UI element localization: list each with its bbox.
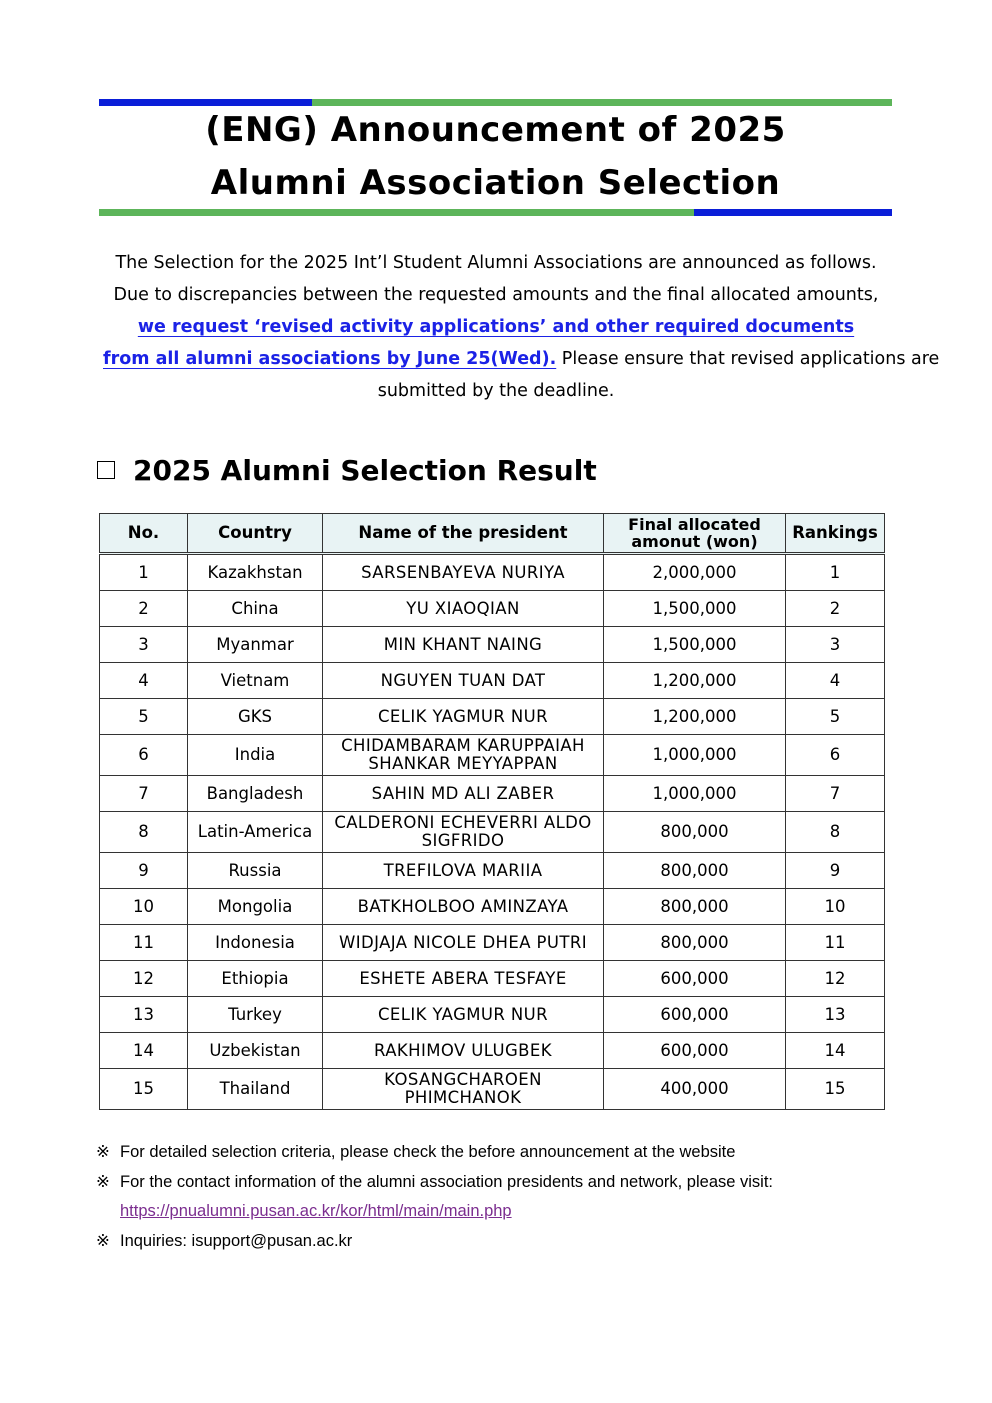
table-row — [100, 776, 885, 812]
cell-country: Thailand — [188, 1069, 323, 1110]
cell-amount: 600,000 — [604, 961, 786, 997]
cell-country: China — [188, 591, 323, 627]
cell-president: TREFILOVA MARIIA — [323, 853, 604, 889]
reference-mark: ※ — [96, 1231, 110, 1250]
cell-president: CELIK YAGMUR NUR — [323, 699, 604, 735]
header-no: No. — [100, 514, 188, 554]
reference-mark: ※ — [96, 1172, 110, 1191]
cell-no: 15 — [100, 1069, 188, 1110]
cell-president: RAKHIMOV ULUGBEK — [323, 1033, 604, 1069]
header-amount-line2: amonut (won) — [631, 532, 758, 551]
cell-no: 13 — [100, 997, 188, 1033]
cell-country: Kazakhstan — [188, 554, 323, 591]
cell-president: KOSANGCHAROEN PHIMCHANOK — [323, 1069, 604, 1110]
cell-no: 8 — [100, 812, 188, 853]
cell-president: CHIDAMBARAM KARUPPAIAH SHANKAR MEYYAPPAN — [323, 735, 604, 776]
cell-rank: 14 — [786, 1033, 885, 1069]
cell-no: 5 — [100, 699, 188, 735]
cell-amount: 1,500,000 — [604, 627, 786, 663]
cell-president: CALDERONI ECHEVERRI ALDO SIGFRIDO — [323, 812, 604, 853]
table-row — [100, 997, 885, 1033]
intro-line-1: The Selection for the 2025 Int’l Student Alumni Associations are announced as follows. — [115, 253, 877, 273]
cell-president: SARSENBAYEVA NURIYA — [323, 554, 604, 591]
cell-rank: 10 — [786, 889, 885, 925]
note-criteria-text: For detailed selection criteria, please check the before announcement at the website — [120, 1143, 736, 1161]
intro-highlight-1: we request ‘revised activity applications’ and other required documents — [137, 317, 855, 337]
header-amount — [604, 514, 786, 554]
cell-president: YU XIAOQIAN — [323, 591, 604, 627]
reference-mark: ※ — [96, 1143, 110, 1161]
cell-no: 3 — [100, 627, 188, 663]
cell-no: 14 — [100, 1033, 188, 1069]
section-heading — [97, 450, 597, 490]
alumni-website-link[interactable]: https://pnualumni.pusan.ac.kr/kor/html/main/main.php — [120, 1202, 512, 1220]
cell-no: 4 — [100, 663, 188, 699]
cell-amount: 800,000 — [604, 853, 786, 889]
cell-country: Ethiopia — [188, 961, 323, 997]
cell-country: Russia — [188, 853, 323, 889]
cell-rank: 11 — [786, 925, 885, 961]
cell-rank: 8 — [786, 812, 885, 853]
checkbox-icon — [97, 461, 115, 479]
cell-amount: 1,200,000 — [604, 663, 786, 699]
cell-no: 9 — [100, 853, 188, 889]
cell-country: Bangladesh — [188, 776, 323, 812]
cell-no: 6 — [100, 735, 188, 776]
cell-rank: 12 — [786, 961, 885, 997]
cell-rank: 3 — [786, 627, 885, 663]
table-row — [100, 812, 885, 853]
cell-president: MIN KHANT NAING — [323, 627, 604, 663]
cell-amount: 400,000 — [604, 1069, 786, 1110]
page-title-line1: (ENG) Announcement of 2025 — [205, 110, 786, 150]
cell-no: 7 — [100, 776, 188, 812]
cell-no: 2 — [100, 591, 188, 627]
cell-rank: 6 — [786, 735, 885, 776]
table-row — [100, 554, 885, 591]
header-rankings: Rankings — [786, 514, 885, 554]
intro-line-2: Due to discrepancies between the requested amounts and the final allocated amounts, — [113, 285, 879, 305]
top-divider — [99, 99, 892, 106]
table-row — [100, 591, 885, 627]
bottom-divider — [99, 209, 892, 216]
cell-amount: 800,000 — [604, 925, 786, 961]
table-row — [100, 1069, 885, 1110]
cell-rank: 1 — [786, 554, 885, 591]
cell-amount: 1,000,000 — [604, 735, 786, 776]
cell-amount: 600,000 — [604, 997, 786, 1033]
cell-rank: 5 — [786, 699, 885, 735]
cell-country: Vietnam — [188, 663, 323, 699]
cell-no: 10 — [100, 889, 188, 925]
cell-amount: 2,000,000 — [604, 554, 786, 591]
note-criteria — [96, 1138, 896, 1168]
cell-no: 1 — [100, 554, 188, 591]
intro-line-5: submitted by the deadline. — [377, 381, 615, 401]
cell-country: India — [188, 735, 323, 776]
cell-rank: 4 — [786, 663, 885, 699]
footnotes — [96, 1138, 896, 1256]
intro-highlight-2: from all alumni associations by June 25(Wed). — [103, 349, 557, 369]
cell-president: CELIK YAGMUR NUR — [323, 997, 604, 1033]
cell-country: Uzbekistan — [188, 1033, 323, 1069]
table-row — [100, 925, 885, 961]
cell-rank: 2 — [786, 591, 885, 627]
cell-president: WIDJAJA NICOLE DHEA PUTRI — [323, 925, 604, 961]
note-inquiries-text: Inquiries: isupport@pusan.ac.kr — [120, 1231, 353, 1250]
table-row — [100, 699, 885, 735]
header-country: Country — [188, 514, 323, 554]
header-amount-line1: Final allocated — [628, 515, 761, 534]
note-url — [96, 1197, 896, 1227]
table-header-row — [100, 514, 885, 554]
table-row — [100, 663, 885, 699]
cell-country: Indonesia — [188, 925, 323, 961]
cell-no: 11 — [100, 925, 188, 961]
header-president: Name of the president — [323, 514, 604, 554]
cell-rank: 15 — [786, 1069, 885, 1110]
cell-country: GKS — [188, 699, 323, 735]
section-heading-text: 2025 Alumni Selection Result — [133, 453, 597, 487]
table-row — [100, 889, 885, 925]
note-contact — [96, 1168, 896, 1198]
table-row — [100, 627, 885, 663]
selection-result-table — [99, 513, 885, 1110]
cell-rank: 9 — [786, 853, 885, 889]
page-title-line2: Alumni Association Selection — [210, 163, 781, 203]
intro-paragraph — [100, 247, 940, 407]
cell-amount: 800,000 — [604, 812, 786, 853]
table-row — [100, 1033, 885, 1069]
cell-rank: 13 — [786, 997, 885, 1033]
cell-country: Latin-America — [188, 812, 323, 853]
note-inquiries — [96, 1227, 896, 1257]
cell-amount: 1,500,000 — [604, 591, 786, 627]
cell-president: BATKHOLBOO AMINZAYA — [323, 889, 604, 925]
intro-line-4-rest: Please ensure that revised applications are — [556, 349, 940, 369]
cell-amount: 1,000,000 — [604, 776, 786, 812]
table-row — [100, 961, 885, 997]
cell-president: NGUYEN TUAN DAT — [323, 663, 604, 699]
cell-amount: 1,200,000 — [604, 699, 786, 735]
cell-rank: 7 — [786, 776, 885, 812]
note-contact-text: For the contact information of the alumni association presidents and network, please visit: — [120, 1172, 774, 1191]
cell-amount: 800,000 — [604, 889, 786, 925]
cell-president: ESHETE ABERA TESFAYE — [323, 961, 604, 997]
cell-country: Myanmar — [188, 627, 323, 663]
cell-president: SAHIN MD ALI ZABER — [323, 776, 604, 812]
cell-no: 12 — [100, 961, 188, 997]
cell-country: Turkey — [188, 997, 323, 1033]
table-row — [100, 853, 885, 889]
cell-country: Mongolia — [188, 889, 323, 925]
table-row — [100, 735, 885, 776]
cell-amount: 600,000 — [604, 1033, 786, 1069]
